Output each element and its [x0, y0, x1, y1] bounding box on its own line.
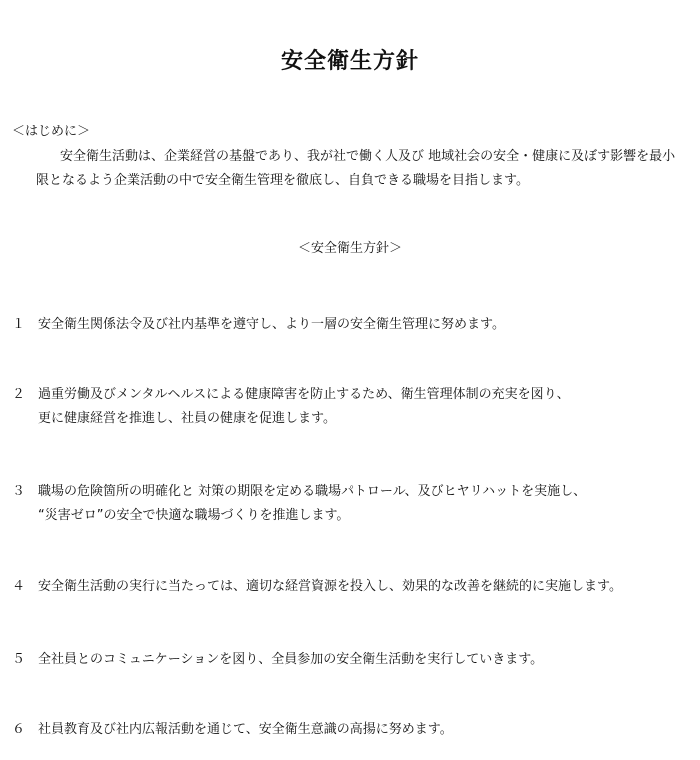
item-line: 職場の危険箇所の明確化と 対策の期限を定める職場パトロール、及びヒヤリハットを実施し、: [38, 484, 587, 499]
item-text: [38, 313, 682, 337]
item-number: ３: [12, 484, 26, 499]
intro-heading: ＜はじめに＞: [12, 124, 91, 139]
item-number: ４: [12, 579, 26, 594]
item-number: ５: [12, 652, 26, 667]
item-text: [38, 575, 682, 599]
policy-item: [12, 383, 682, 431]
item-number: １: [12, 317, 26, 332]
item-line: 全社員とのコミュニケーションを図り、全員参加の安全衛生活動を実行していきます。: [38, 652, 544, 667]
policy-item: [12, 575, 682, 599]
item-line: 社員教育及び社内広報活動を通じて、安全衛生意識の高揚に努めます。: [38, 722, 453, 737]
item-number: ２: [12, 387, 26, 402]
item-line: 更に健康経営を推進し、社員の健康を促進します。: [38, 411, 336, 426]
policy-item: [12, 718, 682, 742]
item-text: [38, 648, 682, 672]
item-line: 安全衛生活動の実行に当たっては、適切な経営資源を投入し、効果的な改善を継続的に実施します。: [38, 579, 622, 594]
document-title: 安全衛生方針: [280, 48, 419, 74]
policy-item: [12, 313, 682, 337]
item-line: 過重労働及びメンタルヘルスによる健康障害を防止するため、衛生管理体制の充実を図り、: [38, 387, 570, 402]
intro-body: 安全衛生活動は、企業経営の基盤であり、我が社で働く人及び 地域社会の安全・健康に及ぼす影響を最小限となるよう企業活動の中で安全衛生管理を徹底し、自負できる職場を目指します。: [36, 149, 676, 188]
item-number: ６: [12, 722, 26, 737]
item-line: 安全衛生関係法令及び社内基準を遵守し、より一層の安全衛生管理に努めます。: [38, 317, 505, 332]
item-text: [38, 718, 682, 742]
policy-item: [12, 480, 682, 528]
policy-item: [12, 648, 682, 672]
item-text: [38, 383, 682, 431]
item-line: “災害ゼロ”の安全で快適な職場づくりを推進します。: [38, 508, 350, 523]
item-text: [38, 480, 682, 528]
policy-heading: ＜安全衛生方針＞: [297, 241, 402, 256]
